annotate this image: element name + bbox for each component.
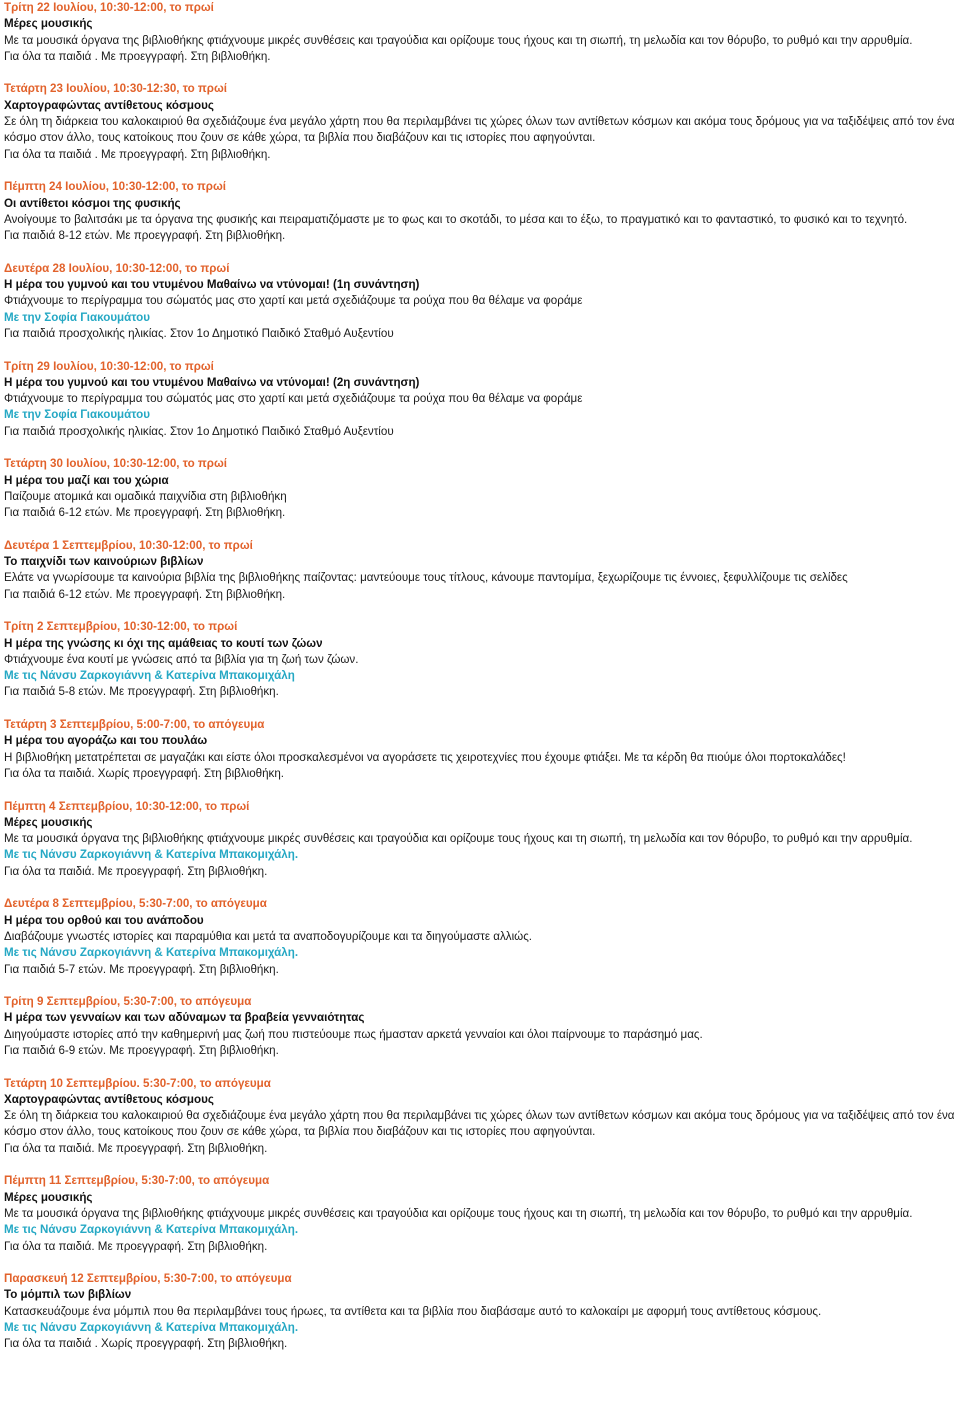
event-description: Ελάτε να γνωρίσουμε τα καινούρια βιβλία της βιβλιοθήκης παίζοντας: μαντεύουμε τους τίτλους, κάνουμε παντομίμα, ξεχωρίζουμε τις έννοιες, ξεφυλλίζουμε τις σελίδες (4, 571, 848, 585)
event-date: Δευτέρα 28 Ιουλίου, 10:30-12:00, το πρωί (4, 261, 230, 275)
event-block (4, 1076, 956, 1157)
event-info: Για όλα τα παιδιά. Με προεγγραφή. Στη βιβλιοθήκη. (4, 1239, 268, 1253)
event-description: Η βιβλιοθήκη μετατρέπεται σε μαγαζάκι και είστε όλοι προσκαλεσμένοι να αγοράσετε τις χειροτεχνίες που έχουμε φτιάξει. Με τα κέρδη θα πιούμε όλοι πορτοκαλάδες! (4, 750, 846, 764)
event-title: Η μέρα του γυμνού και του ντυμένου Μαθαίνω να ντύνομαι! (2η συνάντηση) (4, 375, 420, 389)
event-date: Τετάρτη 10 Σεπτεμβρίου. 5:30-7:00, το απόγευμα (4, 1076, 271, 1090)
event-date: Δευτέρα 1 Σεπτεμβρίου, 10:30-12:00, το πρωί (4, 538, 253, 552)
event-description: Σε όλη τη διάρκεια του καλοκαιριού θα σχεδιάζουμε ένα μεγάλο χάρτη που θα περιλαμβάνει τις χώρες όλων των αντίθετων κόσμων και ακόμα τους δρόμους για να ταξιδέψεις από τον ένα κόσμο στον άλλο, τους κατοίκους που ζουν σε κάθε χώρα, τα βιβλία που διαβάζουν και τις ιστορίες που αφηγούνται. (4, 115, 955, 145)
event-date: Τρίτη 22 Ιουλίου, 10:30-12:00, το πρωί (4, 1, 214, 14)
event-info: Για παιδιά προσχολικής ηλικίας. Στον 1ο Δημοτικό Παιδικό Σταθμό Αυξεντίου (4, 326, 394, 340)
event-description: Διηγούμαστε ιστορίες από την καθημερινή μας ζωή που πιστεύουμε πως ήμασταν αρκετά γενναίοι και όλοι παίρνουμε το παράσημό μας. (4, 1027, 703, 1041)
event-title: Η μέρα του αγοράζω και του πουλάω (4, 734, 208, 748)
event-block (4, 261, 956, 342)
event-description: Φτιάχνουμε ένα κουτί με γνώσεις από τα βιβλία για τη ζωή των ζώων. (4, 652, 359, 666)
event-info: Για παιδιά προσχολικής ηλικίας. Στον 1ο Δημοτικό Παιδικό Σταθμό Αυξεντίου (4, 424, 394, 438)
event-info: Για όλα τα παιδιά . Με προεγγραφή. Στη βιβλιοθήκη. (4, 147, 271, 161)
event-block (4, 799, 956, 880)
event-description: Παίζουμε ατομικά και ομαδικά παιχνίδια στη βιβλιοθήκη (4, 489, 287, 503)
event-block (4, 619, 956, 700)
event-info: Για παιδιά 5-7 ετών. Με προεγγραφή. Στη βιβλιοθήκη. (4, 962, 279, 976)
event-info: Για όλα τα παιδιά. Με προεγγραφή. Στη βιβλιοθήκη. (4, 1141, 268, 1155)
event-title: Χαρτογραφώντας αντίθετους κόσμους (4, 1092, 214, 1106)
event-info: Για παιδιά 6-9 ετών. Με προεγγραφή. Στη βιβλιοθήκη. (4, 1044, 279, 1057)
event-description: Με τα μουσικά όργανα της βιβλιοθήκης φτιάχνουμε μικρές συνθέσεις και τραγούδια και ορίζουμε τους ήχους και τη σιωπή, τη μελωδία και τον θόρυβο, το ρυθμό και την αρρυθμία. (4, 33, 913, 47)
event-block (4, 1271, 956, 1352)
event-date: Τρίτη 29 Ιουλίου, 10:30-12:00, το πρωί (4, 359, 214, 373)
event-block (4, 896, 956, 977)
event-title: Η μέρα της γνώσης κι όχι της αμάθειας το κουτί των ζώων (4, 636, 323, 650)
event-block (4, 179, 956, 244)
event-title: Η μέρα του ορθού και του ανάποδου (4, 913, 204, 927)
event-info: Για όλα τα παιδιά . Χωρίς προεγγραφή. Στη βιβλιοθήκη. (4, 1337, 288, 1351)
event-block (4, 0, 956, 65)
event-host: Με τις Νάνσυ Ζαρκογιάννη & Κατερίνα Μπακομιχάλη. (4, 946, 299, 960)
event-date: Τρίτη 9 Σεπτεμβρίου, 5:30-7:00, το απόγευμα (4, 995, 252, 1009)
event-block (4, 359, 956, 440)
event-date: Τρίτη 2 Σεπτεμβρίου, 10:30-12:00, το πρωί (4, 620, 238, 634)
event-title: Μέρες μουσικής (4, 17, 93, 31)
event-host: Με τις Νάνσυ Ζαρκογιάννη & Κατερίνα Μπακομιχάλη. (4, 848, 299, 862)
event-title: Η μέρα του γυμνού και του ντυμένου Μαθαίνω να ντύνομαι! (1η συνάντηση) (4, 278, 420, 292)
event-title: Μέρες μουσικής (4, 815, 93, 829)
event-date: Πέμπτη 11 Σεπτεμβρίου, 5:30-7:00, το απόγευμα (4, 1174, 270, 1188)
event-info: Για όλα τα παιδιά . Με προεγγραφή. Στη βιβλιοθήκη. (4, 49, 271, 63)
event-block (4, 1173, 956, 1254)
event-date: Δευτέρα 8 Σεπτεμβρίου, 5:30-7:00, το απόγευμα (4, 897, 267, 911)
event-host: Με την Σοφία Γιακουμάτου (4, 408, 150, 422)
event-description: Φτιάχνουμε το περίγραμμα του σώματός μας στο χαρτί και μετά σχεδιάζουμε τα ρούχα που θα θέλαμε να φοράμε (4, 294, 583, 308)
event-date: Τετάρτη 23 Ιουλίου, 10:30-12:30, το πρωί (4, 82, 227, 96)
event-info: Για όλα τα παιδιά. Χωρίς προεγγραφή. Στη βιβλιοθήκη. (4, 766, 285, 780)
event-title: Το μόμπιλ των βιβλίων (4, 1288, 132, 1302)
event-block (4, 994, 956, 1059)
event-host: Με την Σοφία Γιακουμάτου (4, 310, 150, 324)
event-description: Κατασκευάζουμε ένα μόμπιλ που θα περιλαμβάνει τους ήρωες, τα αντίθετα και τα βιβλία που διαβάσαμε αυτό το καλοκαίρι με αφορμή τους αντίθετους κόσμους. (4, 1304, 822, 1318)
event-title: Το παιχνίδι των καινούριων βιβλίων (4, 555, 204, 569)
event-date: Πέμπτη 4 Σεπτεμβρίου, 10:30-12:00, το πρωί (4, 799, 250, 813)
event-host: Με τις Νάνσυ Ζαρκογιάννη & Κατερίνα Μπακομιχάλη (4, 669, 295, 683)
event-description: Με τα μουσικά όργανα της βιβλιοθήκης φτιάχνουμε μικρές συνθέσεις και τραγούδια και ορίζουμε τους ήχους και τη σιωπή, τη μελωδία και τον θόρυβο, το ρυθμό και την αρρυθμία. (4, 1206, 913, 1220)
event-date: Παρασκευή 12 Σεπτεμβρίου, 5:30-7:00, το απόγευμα (4, 1272, 292, 1286)
event-title: Οι αντίθετοι κόσμοι της φυσικής (4, 196, 181, 210)
event-description: Σε όλη τη διάρκεια του καλοκαιριού θα σχεδιάζουμε ένα μεγάλο χάρτη που θα περιλαμβάνει τις χώρες όλων των αντίθετων κόσμων και ακόμα τους δρόμους για να ταξιδέψεις από τον ένα κόσμο στον άλλο, τους κατοίκους που ζουν σε κάθε χώρα, τα βιβλία που διαβάζουν και τις ιστορίες που αφηγούνται. (4, 1109, 955, 1139)
event-info: Για παιδιά 6-12 ετών. Με προεγγραφή. Στη βιβλιοθήκη. (4, 587, 286, 601)
event-description: Φτιάχνουμε το περίγραμμα του σώματός μας στο χαρτί και μετά σχεδιάζουμε τα ρούχα που θα θέλαμε να φοράμε (4, 392, 583, 406)
event-info: Για παιδιά 8-12 ετών. Με προεγγραφή. Στη βιβλιοθήκη. (4, 229, 286, 243)
event-title: Η μέρα του μαζί και του χώρια (4, 473, 169, 487)
event-date: Πέμπτη 24 Ιουλίου, 10:30-12:00, το πρωί (4, 180, 226, 194)
event-block (4, 717, 956, 782)
event-info: Για όλα τα παιδιά. Με προεγγραφή. Στη βιβλιοθήκη. (4, 864, 268, 878)
event-description: Διαβάζουμε γνωστές ιστορίες και παραμύθια και μετά τα αναποδογυρίζουμε και τα διηγούμαστε αλλιώς. (4, 929, 533, 943)
event-info: Για παιδιά 5-8 ετών. Με προεγγραφή. Στη βιβλιοθήκη. (4, 685, 279, 699)
event-info: Για παιδιά 6-12 ετών. Με προεγγραφή. Στη βιβλιοθήκη. (4, 506, 286, 520)
event-block (4, 81, 956, 162)
event-title: Χαρτογραφώντας αντίθετους κόσμους (4, 98, 214, 112)
event-block (4, 456, 956, 521)
event-description: Με τα μουσικά όργανα της βιβλιοθήκης φτιάχνουμε μικρές συνθέσεις και τραγούδια και ορίζουμε τους ήχους και τη σιωπή, τη μελωδία και τον θόρυβο, το ρυθμό και την αρρυθμία. (4, 832, 913, 846)
event-host: Με τις Νάνσυ Ζαρκογιάννη & Κατερίνα Μπακομιχάλη. (4, 1223, 299, 1237)
event-date: Τετάρτη 3 Σεπτεμβρίου, 5:00-7:00, το απόγευμα (4, 718, 265, 732)
event-description: Ανοίγουμε το βαλιτσάκι με τα όργανα της φυσικής και πειραματιζόμαστε με το φως και το σκοτάδι, το μέσα και το έξω, το πραγματικό και το φανταστικό, το φυσικό και το τεχνητό. (4, 212, 908, 226)
event-block (4, 538, 956, 603)
event-date: Τετάρτη 30 Ιουλίου, 10:30-12:00, το πρωί (4, 457, 227, 471)
event-title: Η μέρα των γενναίων και των αδύναμων τα βραβεία γενναιότητας (4, 1011, 365, 1025)
event-title: Μέρες μουσικής (4, 1190, 93, 1204)
event-host: Με τις Νάνσυ Ζαρκογιάννη & Κατερίνα Μπακομιχάλη. (4, 1321, 299, 1335)
